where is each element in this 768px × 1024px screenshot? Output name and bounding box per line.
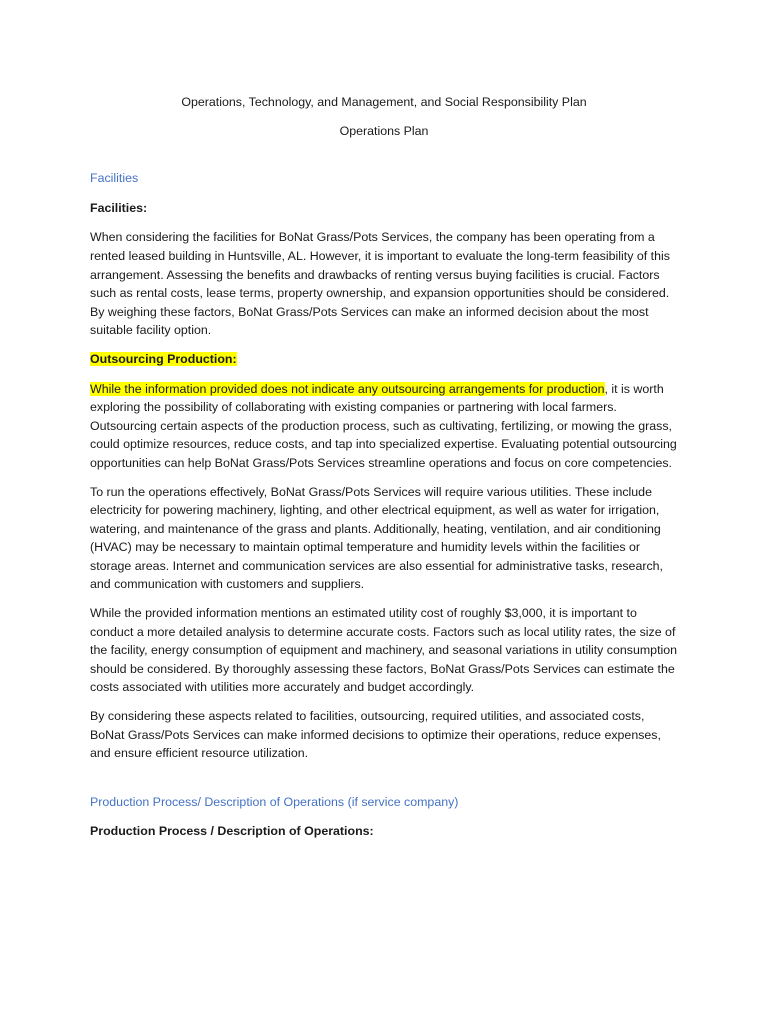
document-body	[90, 93, 678, 852]
outsourcing-heading-text: Outsourcing Production:	[90, 351, 237, 366]
utilities-paragraph: To run the operations effectively, BoNat Grass/Pots Services will require various utilities. These include electricity for powering machinery, lighting, and other electrical equipment, as well as water for irrigation, watering, and maintenance of the grass and plants. Additionally, heating, ventilation, and air conditioning (HVAC) may be necessary to maintain optimal temperature and humidity levels within the facilities or storage areas. Internet and communication services are also essential for administrative tasks, research, and communication with customers and suppliers.	[90, 484, 663, 592]
outsourcing-highlight-text: While the information provided does not indicate any outsourcing arrangements for production	[90, 381, 605, 396]
document-subtitle: Operations Plan	[339, 123, 429, 138]
costs-paragraph: While the provided information mentions an estimated utility cost of roughly $3,000, it is important to conduct a more detailed analysis to determine accurate costs. Factors such as local utility rates, the size of the facility, energy consumption of equipment and machinery, and seasonal variations in utility consumption should be considered. By thoroughly assessing these factors, BoNat Grass/Pots Services can estimate the costs associated with utilities more accurately and budget accordingly.	[90, 606, 678, 695]
production-subheading: Production Process / Description of Operations:	[90, 824, 374, 839]
outsourcing-rest-text: , it is worth exploring the possibility of collaborating with existing companies or partnering with local farmers. Outsourcing certain aspects of the production process, such as cultivating, fertilizing, or mowing the grass, could optimize resources, reduce costs, and tap into specialized expertise. Evaluating potential outsourcing opportunities can help BoNat Grass/Pots Services streamline operations and focus on core competencies.	[90, 381, 677, 470]
facilities-paragraph: When considering the facilities for BoNat Grass/Pots Services, the company has been operating from a rented leased building in Huntsville, AL. However, it is important to evaluate the long-term feasibility of this arrangement. Assessing the benefits and drawbacks of renting versus buying facilities is crucial. Factors such as rental costs, lease terms, property ownership, and expansion opportunities should be considered. By weighing these factors, BoNat Grass/Pots Services can make an informed decision about the most suitable facility option.	[90, 230, 670, 338]
outsourcing-heading	[90, 350, 678, 369]
facilities-heading: Facilities	[90, 171, 139, 186]
facilities-subheading: Facilities:	[90, 200, 148, 215]
summary-paragraph: By considering these aspects related to facilities, outsourcing, required utilities, and associated costs, BoNat Grass/Pots Services can make informed decisions to optimize their operations, reduce expenses, and ensure efficient resource utilization.	[90, 709, 661, 761]
document-title: Operations, Technology, and Management, and Social Responsibility Plan	[181, 95, 587, 109]
outsourcing-paragraph	[90, 380, 678, 473]
production-heading: Production Process/ Description of Operations (if service company)	[90, 794, 459, 809]
